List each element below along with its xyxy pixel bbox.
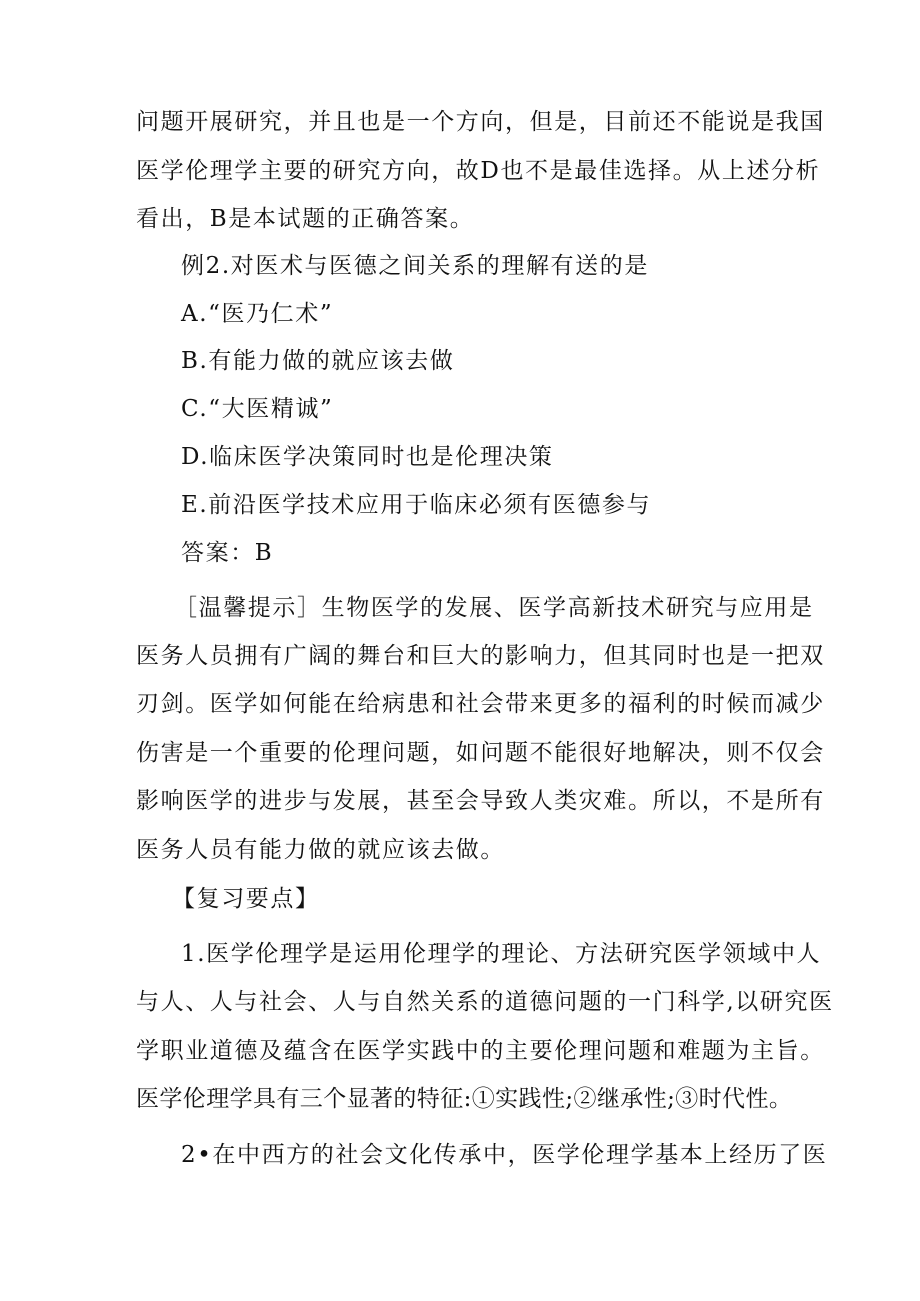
option-e: E.前沿医学技术应用于临床必须有医德参与 xyxy=(181,492,652,518)
text-line: 问题开展研究，并且也是一个方向，但是，目前还不能说是我国 xyxy=(136,109,825,135)
point-line: 学职业道德及蕴含在医学实践中的主要伦理问题和难题为主旨。 xyxy=(136,1038,825,1064)
point-line: 1.医学伦理学是运用伦理学的理论、方法研究医学领域中人 xyxy=(181,941,822,967)
review-heading: 【复习要点】 xyxy=(172,886,320,912)
tip-line: 伤害是一个重要的伦理问题，如问题不能很好地解决，则不仅会 xyxy=(136,740,825,766)
point-line: 医学伦理学具有三个显著的特征:①实践性;②继承性;③时代性。 xyxy=(136,1086,793,1112)
option-d: D.临床医学决策同时也是伦理决策 xyxy=(181,444,554,470)
tip-line: 影响医学的进步与发展，甚至会导致人类灾难。所以，不是所有 xyxy=(136,788,825,814)
tip-line: 医务人员有能力做的就应该去做。 xyxy=(136,837,505,863)
text-line: 看出，B是本试题的正确答案。 xyxy=(136,206,475,232)
point-line: 与人、人与社会、人与自然关系的道德问题的一门科学,以研究医 xyxy=(136,989,834,1015)
answer-line: 答案：B xyxy=(181,540,274,566)
tip-line: 刃剑。医学如何能在给病患和社会带来更多的福利的时候而减少 xyxy=(136,691,825,717)
tip-line: 医务人员拥有广阔的舞台和巨大的影响力，但其同时也是一把双 xyxy=(136,643,825,669)
tip-line: ［温馨提示］生物医学的发展、医学高新技术研究与应用是 xyxy=(174,595,814,621)
option-a: A.“医乃仁术” xyxy=(181,301,334,327)
point-line: 2•在中西方的社会文化传承中，医学伦理学基本上经历了医 xyxy=(181,1142,828,1168)
text-line: 医学伦理学主要的研究方向，故D也不是最佳选择。从上述分析 xyxy=(136,158,821,184)
option-b: B.有能力做的就应该去做 xyxy=(181,348,455,374)
example-question: 例2.对医术与医德之间关系的理解有送的是 xyxy=(181,253,649,279)
option-c: C.“大医精诚” xyxy=(181,396,334,422)
